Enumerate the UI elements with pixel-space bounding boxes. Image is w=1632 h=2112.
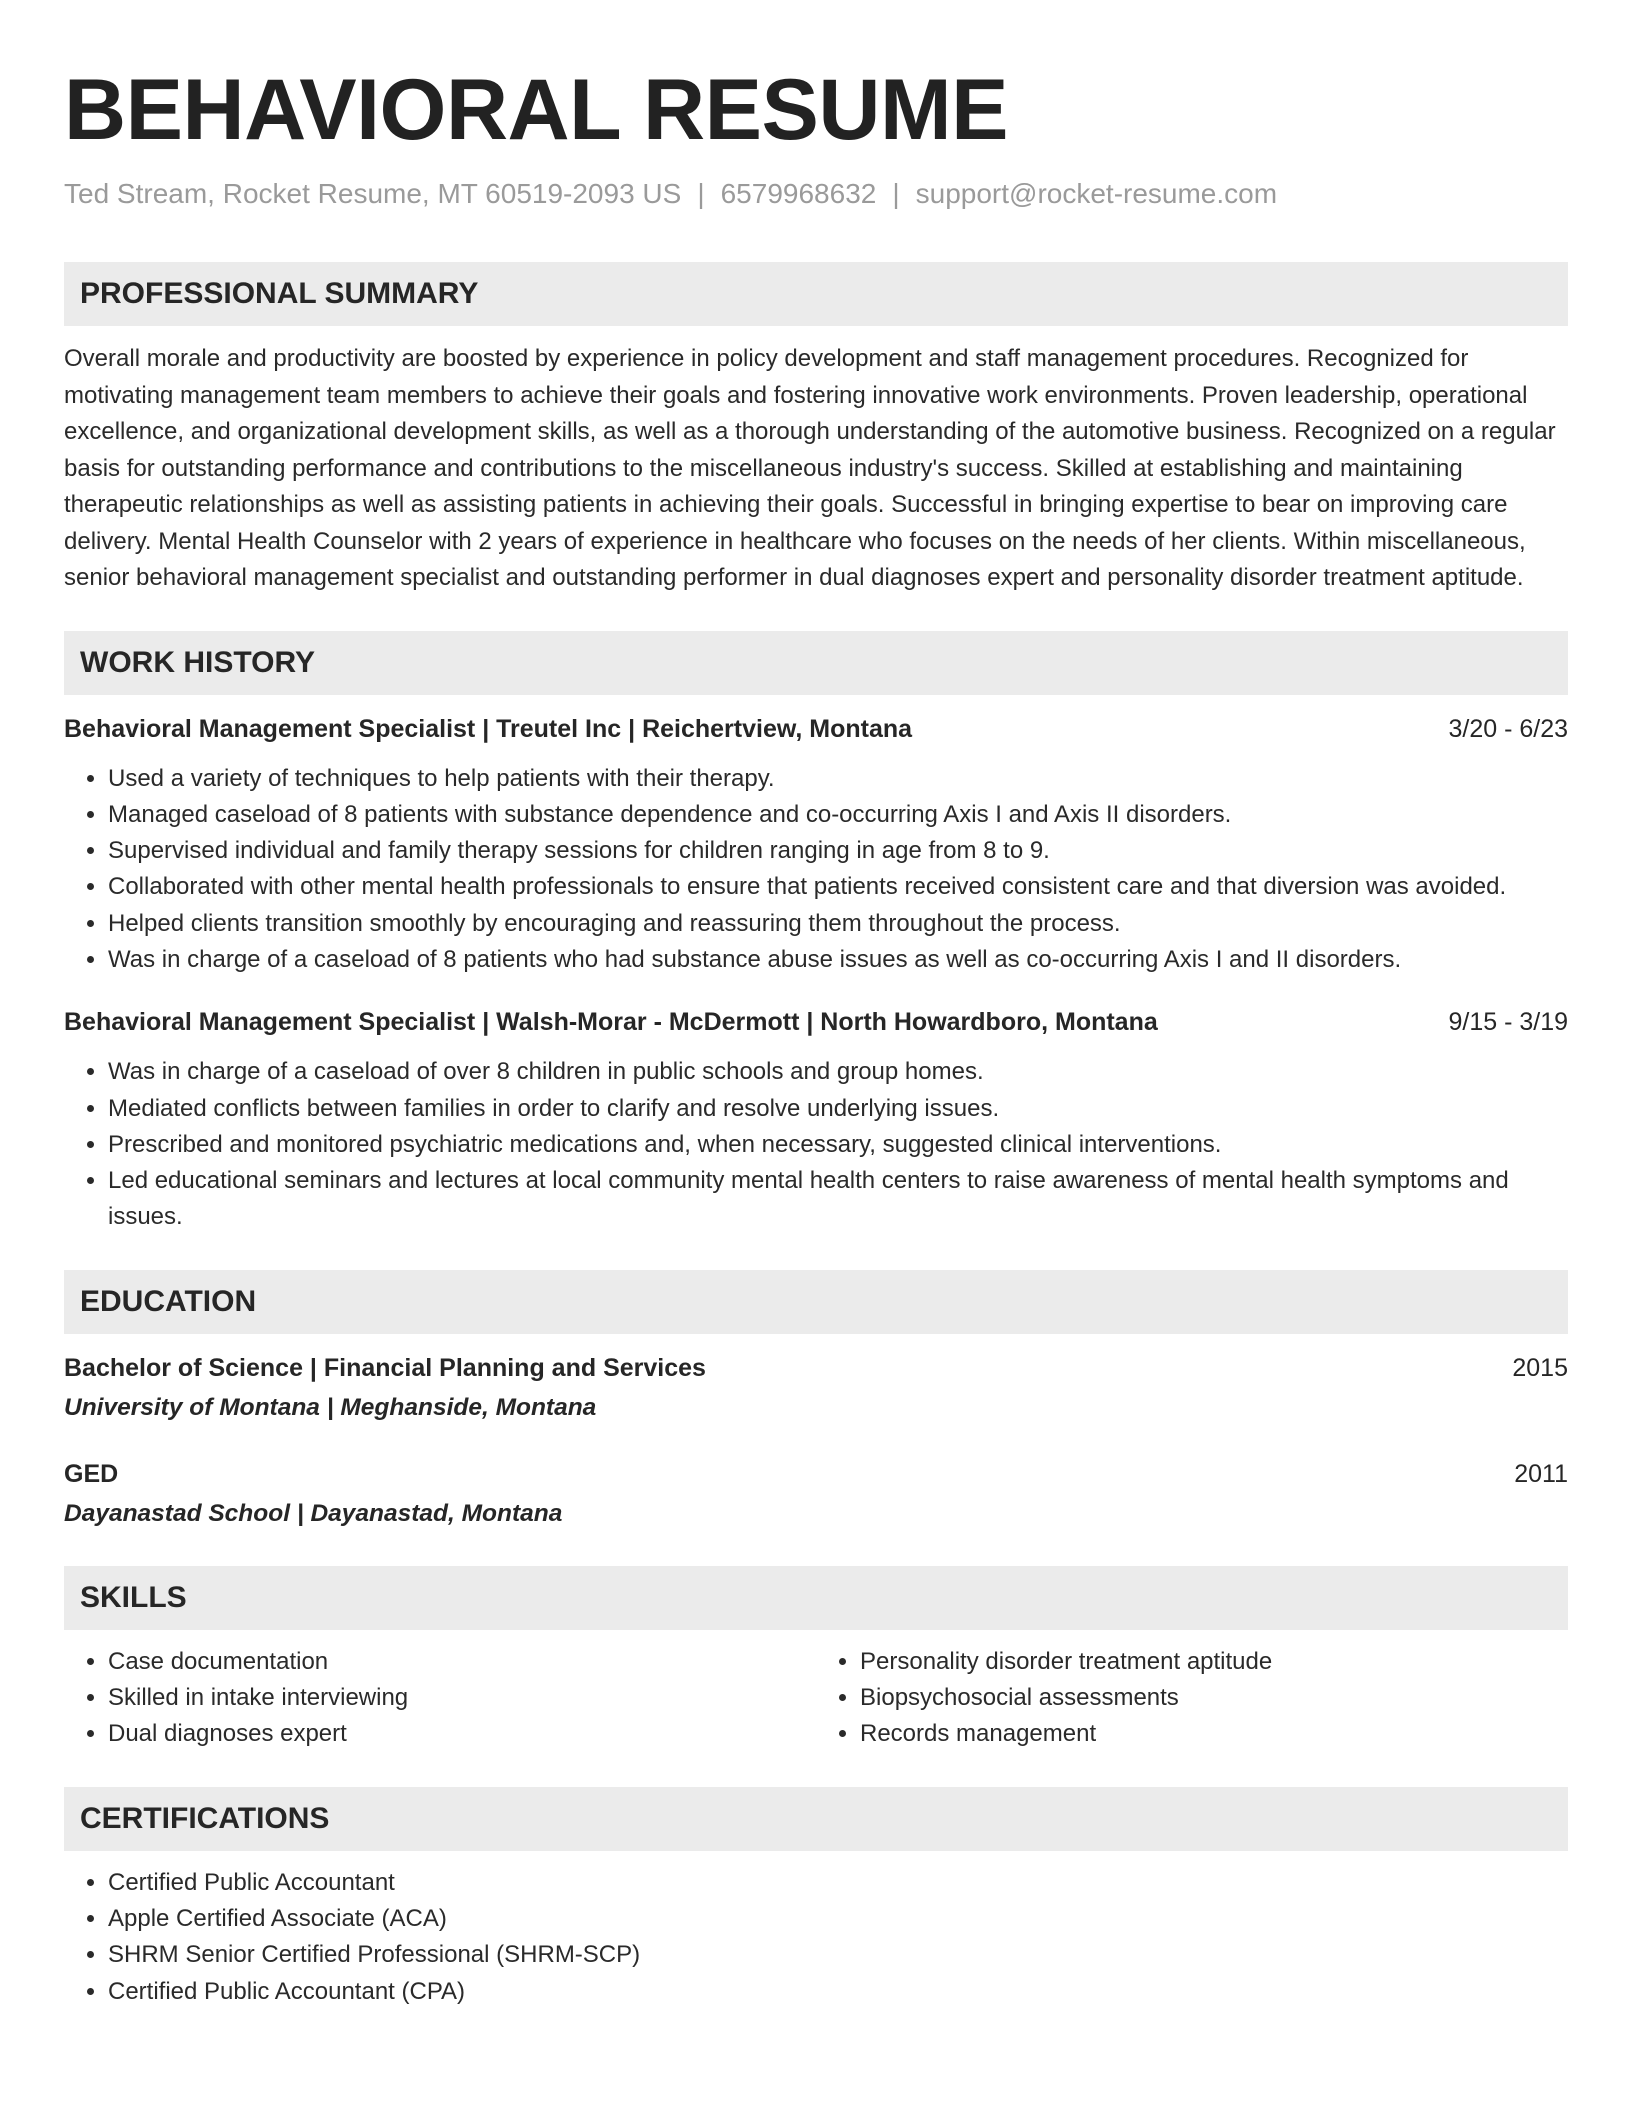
education-header: [64, 1350, 1568, 1386]
skill-item: • Biopsychosocial assessments: [860, 1680, 1568, 1716]
certification-item: • SHRM Senior Certified Professional (SHRM-SCP): [108, 1937, 1568, 1973]
job-bullet: • Led educational seminars and lectures at local community mental health centers to raise awareness of mental health symptoms and issues.: [108, 1163, 1568, 1236]
education-entry: [64, 1456, 1568, 1532]
job-entry: [64, 1004, 1568, 1235]
certification-item: • Certified Public Accountant: [108, 1865, 1568, 1901]
contact-separator: |: [697, 178, 705, 209]
job-bullet: • Supervised individual and family therapy sessions for children ranging in age from 8 to 9.: [108, 833, 1568, 869]
job-entry: [64, 711, 1568, 979]
education-degree: GED: [64, 1459, 119, 1488]
job-bullets: [64, 1054, 1568, 1235]
job-bullet: • Helped clients transition smoothly by encouraging and reassuring them throughout the process.: [108, 906, 1568, 942]
education-entry: [64, 1350, 1568, 1426]
skill-item: • Case documentation: [108, 1644, 816, 1680]
job-dates: 9/15 - 3/19: [1448, 1008, 1568, 1037]
job-bullet: • Was in charge of a caseload of over 8 children in public schools and group homes.: [108, 1054, 1568, 1090]
section-heading-education: EDUCATION: [64, 1270, 1568, 1334]
summary-text: Overall morale and productivity are boosted by experience in policy development and staff management procedures. Recognized for motivating management team members to achieve their goals and fostering innovative work environments. Proven leadership, operational excellence, and organizational development skills, as well as a thorough understanding of the automotive business. Recognized on a regular basis for outstanding performance and contributions to the miscellaneous industry's success. Skilled at establishing and maintaining therapeutic relationships as well as assisting patients in achieving their goals. Successful in bringing expertise to bear on improving care delivery. Mental Health Counselor with 2 years of experience in healthcare who focuses on the needs of her clients. Within miscellaneous, senior behavioral management specialist and outstanding performer in dual diagnoses expert and personality disorder treatment aptitude.: [64, 345, 1556, 591]
job-title: Behavioral Management Specialist | Treutel Inc | Reichertview, Montana: [64, 714, 913, 743]
contact-separator: |: [892, 178, 900, 209]
education-school: University of Montana | Meghanside, Montana: [64, 1393, 597, 1421]
education-header: [64, 1456, 1568, 1492]
skill-item: • Personality disorder treatment aptitude: [860, 1644, 1568, 1680]
skills-list: [64, 1644, 1568, 1753]
job-bullet: • Collaborated with other mental health professionals to ensure that patients received consistent care and that diversion was avoided.: [108, 869, 1568, 905]
education-year: 2015: [1512, 1353, 1568, 1382]
section-heading-skills: SKILLS: [64, 1566, 1568, 1630]
job-bullet: • Prescribed and monitored psychiatric medications and, when necessary, suggested clinical interventions.: [108, 1127, 1568, 1163]
job-dates: 3/20 - 6/23: [1448, 714, 1568, 743]
contact-line: [64, 176, 1568, 212]
job-header: [64, 711, 1568, 747]
job-bullet: • Mediated conflicts between families in order to clarify and resolve underlying issues.: [108, 1091, 1568, 1127]
job-bullet: • Was in charge of a caseload of 8 patients who had substance abuse issues as well as co-occurring Axis I and II disorders.: [108, 942, 1568, 978]
job-bullets: [64, 761, 1568, 979]
education-school: Dayanastad School | Dayanastad, Montana: [64, 1499, 563, 1527]
skill-item: • Records management: [860, 1716, 1568, 1752]
section-heading-certifications: CERTIFICATIONS: [64, 1787, 1568, 1851]
certification-item: • Certified Public Accountant (CPA): [108, 1974, 1568, 2010]
section-heading-summary: PROFESSIONAL SUMMARY: [64, 262, 1568, 326]
job-title: Behavioral Management Specialist | Walsh-Morar - McDermott | North Howardboro, Montana: [64, 1008, 1158, 1037]
skill-item: • Skilled in intake interviewing: [108, 1680, 816, 1716]
skill-item: • Dual diagnoses expert: [108, 1716, 816, 1752]
education-degree: Bachelor of Science | Financial Planning and Services: [64, 1353, 706, 1382]
job-bullet: • Managed caseload of 8 patients with substance dependence and co-occurring Axis I and Axis II disorders.: [108, 797, 1568, 833]
education-year: 2011: [1514, 1459, 1568, 1488]
resume-title: BEHAVIORAL RESUME: [64, 62, 1008, 158]
contact-email: support@rocket-resume.com: [915, 178, 1278, 209]
contact-address: Ted Stream, Rocket Resume, MT 60519-2093 US: [64, 178, 682, 209]
job-header: [64, 1004, 1568, 1040]
section-heading-work-history: WORK HISTORY: [64, 631, 1568, 695]
certification-item: • Apple Certified Associate (ACA): [108, 1901, 1568, 1937]
certifications-list: [64, 1865, 1568, 2010]
skills-column: [64, 1644, 816, 1753]
contact-phone: 6579968632: [720, 178, 877, 209]
job-bullet: • Used a variety of techniques to help patients with their therapy.: [108, 761, 1568, 797]
skills-column: [816, 1644, 1568, 1753]
